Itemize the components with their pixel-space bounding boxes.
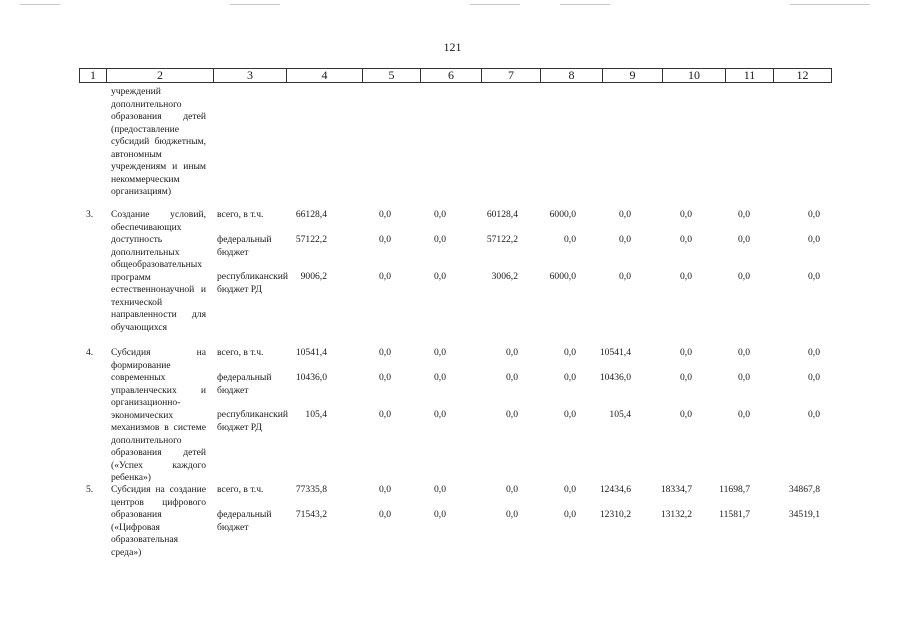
column-header: 10 <box>663 69 726 83</box>
value-cell: 0,0 <box>564 509 576 520</box>
value-cell: 0,0 <box>680 409 692 420</box>
value-cell: 0,0 <box>506 484 518 495</box>
value-cell: 0,0 <box>434 234 446 245</box>
value-cell: 34519,1 <box>788 509 820 520</box>
value-cell: 77335,8 <box>295 484 327 495</box>
row-description: Создание условий, обеспечивающих доступность дополнительных общеобразовательных программ естественнонаучной и технической направленности для обучающихся <box>111 209 206 333</box>
row-number: 5. <box>86 484 94 495</box>
value-cell: 0,0 <box>434 484 446 495</box>
column-header: 9 <box>603 69 663 83</box>
value-cell: 0,0 <box>434 347 446 358</box>
value-cell: 34867,8 <box>788 484 820 495</box>
source-label: всего, в т.ч. <box>217 347 264 358</box>
value-cell: 0,0 <box>379 234 391 245</box>
value-cell: 0,0 <box>738 271 750 282</box>
row-number: 3. <box>86 209 94 220</box>
column-header: 6 <box>421 69 482 83</box>
value-cell: 18334,7 <box>660 484 692 495</box>
value-cell: 0,0 <box>619 234 631 245</box>
value-cell: 0,0 <box>379 209 391 220</box>
column-header: 11 <box>726 69 774 83</box>
value-cell: 13132,2 <box>660 509 692 520</box>
source-label: всего, в т.ч. <box>217 484 264 495</box>
column-header: 8 <box>541 69 603 83</box>
value-cell: 60128,4 <box>486 209 518 220</box>
value-cell: 0,0 <box>379 509 391 520</box>
value-cell: 0,0 <box>434 271 446 282</box>
value-cell: 0,0 <box>564 234 576 245</box>
column-header: 1 <box>80 69 107 83</box>
value-cell: 0,0 <box>808 372 820 383</box>
column-header: 7 <box>482 69 541 83</box>
scan-artifact-line <box>20 4 60 5</box>
scan-artifact-line <box>470 4 520 5</box>
value-cell: 6000,0 <box>549 271 576 282</box>
value-cell: 0,0 <box>680 271 692 282</box>
source-label: всего, в т.ч. <box>217 209 264 220</box>
value-cell: 0,0 <box>379 484 391 495</box>
column-header: 4 <box>287 69 363 83</box>
value-cell: 0,0 <box>808 209 820 220</box>
column-header: 12 <box>774 69 832 83</box>
value-cell: 3006,2 <box>491 271 518 282</box>
value-cell: 66128,4 <box>295 209 327 220</box>
source-label: республиканский бюджет РД <box>217 409 289 433</box>
column-header: 2 <box>107 69 214 83</box>
row-description: Субсидия на формирование современных управленческих и организационно-экономических механизмов в системе дополнительного образования детей («Успех каждого ребенка») <box>111 347 206 483</box>
value-cell: 10541,4 <box>295 347 327 358</box>
value-cell: 0,0 <box>506 347 518 358</box>
value-cell: 0,0 <box>808 409 820 420</box>
value-cell: 57122,2 <box>295 234 327 245</box>
value-cell: 0,0 <box>738 347 750 358</box>
value-cell: 0,0 <box>619 209 631 220</box>
value-cell: 0,0 <box>434 372 446 383</box>
value-cell: 0,0 <box>379 372 391 383</box>
scan-artifact-line <box>230 4 280 5</box>
value-cell: 11698,7 <box>719 484 750 495</box>
scan-artifact-line <box>790 4 870 5</box>
value-cell: 9006,2 <box>300 271 327 282</box>
value-cell: 0,0 <box>738 409 750 420</box>
value-cell: 0,0 <box>564 484 576 495</box>
value-cell: 10436,0 <box>599 372 631 383</box>
row-number: 4. <box>86 347 94 358</box>
value-cell: 0,0 <box>564 347 576 358</box>
value-cell: 0,0 <box>808 347 820 358</box>
source-label: федеральный бюджет <box>217 509 272 533</box>
value-cell: 0,0 <box>680 209 692 220</box>
value-cell: 0,0 <box>808 234 820 245</box>
continuation-text: учреждений дополнительного образования детей (предоставление субсидий бюджетным, автономным учреждениям и иным некоммерческим организациям) <box>111 86 206 197</box>
source-label: республиканский бюджет РД <box>217 271 289 295</box>
value-cell: 71543,2 <box>295 509 327 520</box>
source-label: федеральный бюджет <box>217 234 272 258</box>
value-cell: 0,0 <box>564 372 576 383</box>
value-cell: 57122,2 <box>486 234 518 245</box>
value-cell: 0,0 <box>379 347 391 358</box>
value-cell: 12434,6 <box>599 484 631 495</box>
value-cell: 0,0 <box>738 209 750 220</box>
column-header: 5 <box>363 69 421 83</box>
value-cell: 0,0 <box>434 209 446 220</box>
value-cell: 0,0 <box>506 409 518 420</box>
value-cell: 0,0 <box>808 271 820 282</box>
value-cell: 0,0 <box>434 509 446 520</box>
value-cell: 0,0 <box>738 234 750 245</box>
value-cell: 0,0 <box>506 372 518 383</box>
page-number: 121 <box>443 40 462 54</box>
scan-artifact-line <box>560 4 610 5</box>
value-cell: 11581,7 <box>719 509 750 520</box>
value-cell: 10436,0 <box>295 372 327 383</box>
value-cell: 0,0 <box>680 372 692 383</box>
value-cell: 0,0 <box>379 271 391 282</box>
source-label: федеральный бюджет <box>217 372 272 396</box>
value-cell: 105,4 <box>609 409 631 420</box>
row-description: Субсидия на создание центров цифрового образования («Цифровая образовательная среда») <box>111 484 206 558</box>
value-cell: 0,0 <box>619 271 631 282</box>
value-cell: 105,4 <box>305 409 327 420</box>
value-cell: 0,0 <box>434 409 446 420</box>
column-header-table <box>79 68 832 83</box>
value-cell: 0,0 <box>506 509 518 520</box>
value-cell: 6000,0 <box>549 209 576 220</box>
value-cell: 0,0 <box>680 234 692 245</box>
value-cell: 0,0 <box>680 347 692 358</box>
value-cell: 0,0 <box>738 372 750 383</box>
value-cell: 10541,4 <box>599 347 631 358</box>
value-cell: 0,0 <box>379 409 391 420</box>
value-cell: 12310,2 <box>599 509 631 520</box>
value-cell: 0,0 <box>564 409 576 420</box>
column-header: 3 <box>214 69 287 83</box>
